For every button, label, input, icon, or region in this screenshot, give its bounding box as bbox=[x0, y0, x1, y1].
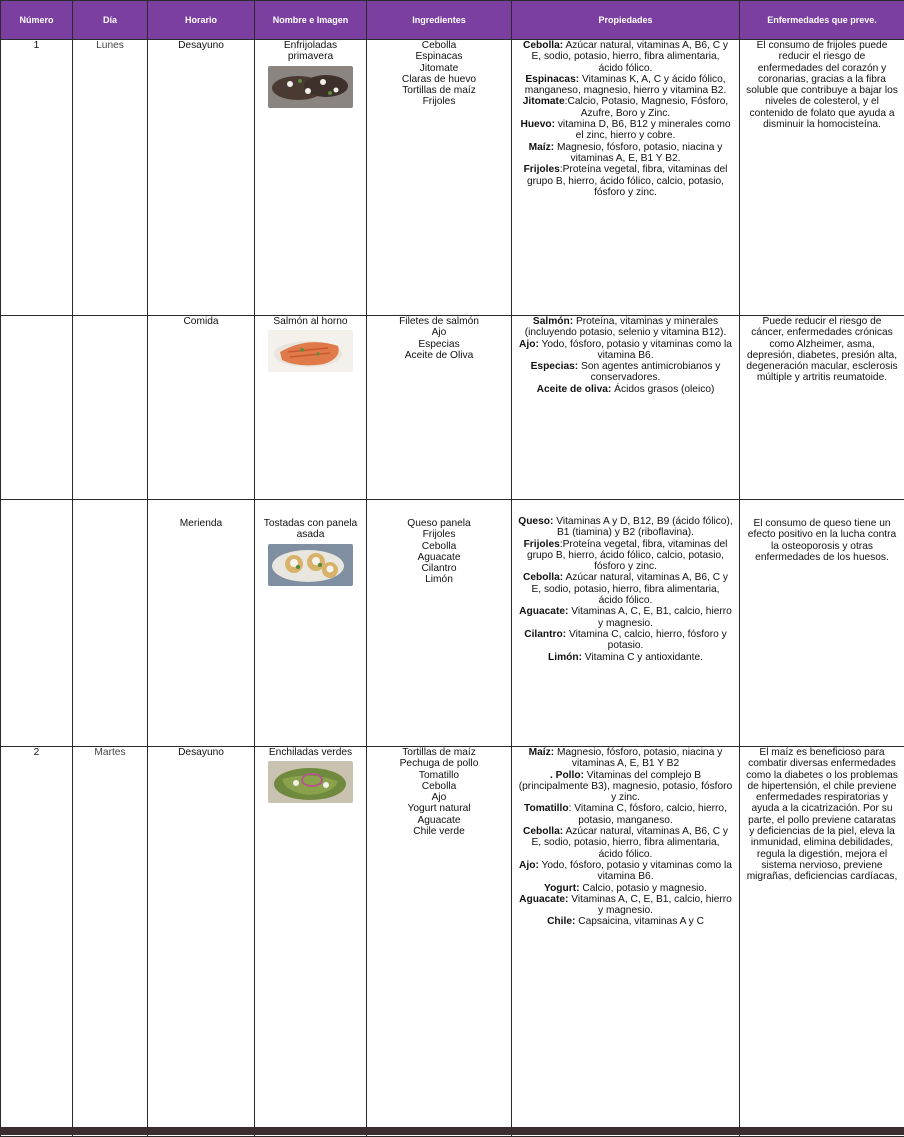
property-text: Magnesio, fósforo, potasio, niacina y vitaminas A, E, B1 Y B2. bbox=[554, 142, 722, 164]
ingredient-item: Claras de huevo bbox=[373, 74, 505, 85]
property-text: Son agentes antimicrobianos y conservadores. bbox=[578, 361, 720, 383]
property-name: Chile: bbox=[547, 916, 575, 927]
row-schedule: Merienda bbox=[148, 500, 255, 747]
property-name: Queso: bbox=[518, 516, 553, 527]
property-text: Vitamina C y antioxidante. bbox=[582, 652, 703, 663]
row-day bbox=[73, 500, 148, 747]
row-diseases: El consumo de frijoles puede reducir el riesgo de enfermedades del corazón y coronarias, gracias a la fibra soluble que contribuye a bajar los niveles de colesterol, y el contenido de folato que ayuda a disminuir la homocisteína. bbox=[740, 40, 904, 316]
property-item bbox=[518, 539, 733, 573]
row-dish bbox=[255, 316, 367, 500]
table-row bbox=[1, 500, 904, 747]
table-row bbox=[1, 40, 904, 316]
property-text: Capsaicina, vitaminas A y C bbox=[575, 916, 704, 927]
enchiladas-photo-icon bbox=[268, 761, 353, 803]
property-name: Maíz: bbox=[529, 747, 554, 758]
property-text: Vitaminas A, C, E, B1, calcio, hierro y magnesio. bbox=[568, 894, 731, 916]
row-ingredients bbox=[367, 747, 512, 1137]
property-item bbox=[518, 142, 733, 165]
property-item bbox=[518, 74, 733, 97]
property-item bbox=[518, 747, 733, 770]
header-day: Día bbox=[73, 1, 148, 40]
property-item bbox=[518, 894, 733, 917]
property-text: Vitaminas K, A, C y ácido fólico, manganeso, magnesio, hierro y vitamina B2. bbox=[525, 74, 727, 96]
property-item bbox=[518, 119, 733, 142]
property-item bbox=[518, 770, 733, 804]
header-schedule: Horario bbox=[148, 1, 255, 40]
row-properties bbox=[512, 316, 740, 500]
row-dish bbox=[255, 747, 367, 1137]
property-name: Aguacate: bbox=[519, 606, 568, 617]
row-properties bbox=[512, 40, 740, 316]
header-diseases: Enfermedades que preve. bbox=[740, 1, 904, 40]
ingredient-item: Tortillas de maíz bbox=[373, 85, 505, 96]
tostadas-photo-icon bbox=[268, 544, 353, 586]
property-item bbox=[518, 916, 733, 927]
property-text: Vitaminas del complejo B (principalmente B3), magnesio, potasio, fósforo y zinc. bbox=[519, 770, 732, 804]
property-name: Aguacate: bbox=[519, 894, 568, 905]
ingredient-item: Tortillas de maíz bbox=[373, 747, 505, 758]
header-ingredients: Ingredientes bbox=[367, 1, 512, 40]
property-item bbox=[518, 606, 733, 629]
ingredient-item: Limón bbox=[373, 574, 505, 585]
property-text: Vitamina C, calcio, hierro, fósforo y potasio. bbox=[566, 629, 727, 651]
row-day bbox=[73, 316, 148, 500]
ingredient-item: Aguacate bbox=[373, 815, 505, 826]
row-day: Lunes bbox=[73, 40, 148, 316]
property-text: Yodo, fósforo, potasio y vitaminas como la vitamina B6. bbox=[539, 339, 732, 361]
row-properties bbox=[512, 747, 740, 1137]
bottom-edge-bar bbox=[0, 1127, 904, 1135]
property-name: Frijoles bbox=[524, 164, 560, 175]
property-item bbox=[518, 860, 733, 883]
property-name: . Pollo: bbox=[550, 770, 584, 781]
property-text: Azúcar natural, vitaminas A, B6, C y E, sodio, potasio, hierro, fibra alimentaria, ácido fólico. bbox=[532, 40, 728, 74]
property-name: Ajo: bbox=[519, 339, 539, 350]
ingredient-item: Tomatillo bbox=[373, 770, 505, 781]
dish-name: Tostadas con panela asada bbox=[264, 518, 357, 540]
property-text: Ácidos grasos (oleico) bbox=[611, 384, 714, 395]
property-name: Huevo: bbox=[520, 119, 555, 130]
ingredient-item: Ajo bbox=[373, 327, 505, 338]
row-diseases: El consumo de queso tiene un efecto positivo en la lucha contra la osteoporosis y otras enfermedades de los huesos. bbox=[740, 500, 904, 747]
property-item bbox=[518, 164, 733, 198]
property-text: Yodo, fósforo, potasio y vitaminas como la vitamina B6. bbox=[539, 860, 732, 882]
dish-name: Enchiladas verdes bbox=[269, 747, 352, 758]
property-item bbox=[518, 40, 733, 74]
row-number bbox=[1, 500, 73, 747]
property-item bbox=[518, 652, 733, 663]
ingredient-item: Espinacas bbox=[373, 51, 505, 62]
property-item bbox=[518, 316, 733, 339]
property-name: Yogurt: bbox=[544, 883, 579, 894]
property-name: Tomatillo bbox=[524, 803, 569, 814]
property-item bbox=[518, 883, 733, 894]
ingredient-item: Cebolla bbox=[373, 541, 505, 552]
property-text: Vitaminas A, C, E, B1, calcio, hierro y magnesio. bbox=[568, 606, 731, 628]
ingredient-item: Chile verde bbox=[373, 826, 505, 837]
row-day: Martes bbox=[73, 747, 148, 1137]
header-number: Número bbox=[1, 1, 73, 40]
header-name-image: Nombre e Imagen bbox=[255, 1, 367, 40]
ingredient-item: Cilantro bbox=[373, 563, 505, 574]
row-ingredients bbox=[367, 40, 512, 316]
property-item bbox=[518, 339, 733, 362]
row-schedule: Desayuno bbox=[148, 40, 255, 316]
enfrijoladas-photo-icon bbox=[268, 66, 353, 108]
property-text: :Proteína vegetal, fibra, vitaminas del grupo B, hierro, ácido fólico, calcio, potasio, fósforo y zinc. bbox=[527, 539, 727, 573]
property-name: Cebolla: bbox=[523, 572, 563, 583]
property-text: : Vitamina C, fósforo, calcio, hierro, potasio, manganeso. bbox=[569, 803, 727, 825]
property-text: Vitaminas A y D, B12, B9 (ácido fólico), B1 (tiamina) y B2 (riboflavina). bbox=[553, 516, 732, 538]
ingredient-item: Jitomate bbox=[373, 63, 505, 74]
ingredient-item: Cebolla bbox=[373, 781, 505, 792]
property-name: Aceite de oliva: bbox=[537, 384, 612, 395]
ingredient-item: Aceite de Oliva bbox=[373, 350, 505, 361]
property-item bbox=[518, 384, 733, 395]
property-item bbox=[518, 572, 733, 606]
row-schedule: Desayuno bbox=[148, 747, 255, 1137]
ingredient-item: Cebolla bbox=[373, 40, 505, 51]
property-item bbox=[518, 826, 733, 860]
ingredient-item: Frijoles bbox=[373, 529, 505, 540]
row-schedule: Comida bbox=[148, 316, 255, 500]
dish-name: Salmón al horno bbox=[273, 316, 347, 327]
row-number: 1 bbox=[1, 40, 73, 316]
property-name: Espinacas: bbox=[525, 74, 579, 85]
dish-name: Enfrijoladas primavera bbox=[284, 40, 337, 62]
property-name: Frijoles bbox=[524, 539, 560, 550]
row-dish bbox=[255, 500, 367, 747]
property-name: Cebolla: bbox=[523, 826, 563, 837]
property-name: Ajo: bbox=[519, 860, 539, 871]
property-text: Magnesio, fósforo, potasio, niacina y vitaminas A, E, B1 Y B2 bbox=[554, 747, 722, 769]
ingredient-item: Yogurt natural bbox=[373, 803, 505, 814]
property-item bbox=[518, 629, 733, 652]
ingredient-item: Aguacate bbox=[373, 552, 505, 563]
property-text: :Proteína vegetal, fibra, vitaminas del grupo B, hierro, ácido fólico, calcio, potasio, fósforo y zinc. bbox=[527, 164, 727, 198]
property-text: Proteína, vitaminas y minerales (incluyendo potasio, selenio y vitamina B12). bbox=[525, 316, 727, 338]
property-item bbox=[518, 361, 733, 384]
ingredient-item: Ajo bbox=[373, 792, 505, 803]
row-diseases: Puede reducir el riesgo de cáncer, enfermedades crónicas como Alzheimer, asma, depresión, diabetes, presión alta, degeneración macular, esclerosis múltiple y artritis reumatoide. bbox=[740, 316, 904, 500]
property-text: Azúcar natural, vitaminas A, B6, C y E, sodio, potasio, hierro, fibra alimentaria, ácido fólico. bbox=[532, 826, 728, 860]
property-name: Cebolla: bbox=[523, 40, 563, 51]
ingredient-item: Frijoles bbox=[373, 96, 505, 107]
property-item bbox=[518, 803, 733, 826]
property-text: vitamina D, B6, B12 y minerales como el zinc, hierro y cobre. bbox=[555, 119, 731, 141]
row-dish bbox=[255, 40, 367, 316]
property-name: Limón: bbox=[548, 652, 582, 663]
property-text: Calcio, potasio y magnesio. bbox=[580, 883, 707, 894]
property-name: Especias: bbox=[531, 361, 579, 372]
ingredient-item: Queso panela bbox=[373, 518, 505, 529]
ingredient-item: Especias bbox=[373, 339, 505, 350]
ingredient-item: Pechuga de pollo bbox=[373, 758, 505, 769]
property-item bbox=[518, 96, 733, 119]
property-name: Cilantro: bbox=[524, 629, 566, 640]
property-item bbox=[518, 516, 733, 539]
header-properties: Propiedades bbox=[512, 1, 740, 40]
row-number bbox=[1, 316, 73, 500]
property-text: :Calcio, Potasio, Magnesio, Fósforo, Azufre, Boro y Zinc. bbox=[565, 96, 729, 118]
row-number: 2 bbox=[1, 747, 73, 1137]
property-text: Azúcar natural, vitaminas A, B6, C y E, sodio, potasio, hierro, fibra alimentaria, ácido fólico. bbox=[532, 572, 728, 606]
property-name: Maíz: bbox=[529, 142, 554, 153]
ingredient-item: Filetes de salmón bbox=[373, 316, 505, 327]
row-properties bbox=[512, 500, 740, 747]
row-ingredients bbox=[367, 500, 512, 747]
salmon-photo-icon bbox=[268, 330, 353, 372]
property-name: Jitomate bbox=[523, 96, 565, 107]
row-diseases: El maíz es beneficioso para combatir diversas enfermedades como la diabetes o los problemas de hipertensión, el chile previene enfermedades respiratorias y ayuda a la cicatrización. Por su parte, el pollo previene cataratas y deficiencias de la piel, eleva la inmunidad, elimina debilidades, regula la digestión, mejora el sistema nervioso, previene migrañas, deficiencias cardíacas, bbox=[740, 747, 904, 1137]
property-name: Salmón: bbox=[533, 316, 573, 327]
table-row bbox=[1, 747, 904, 1137]
header-row bbox=[1, 1, 904, 40]
table-row bbox=[1, 316, 904, 500]
row-ingredients bbox=[367, 316, 512, 500]
